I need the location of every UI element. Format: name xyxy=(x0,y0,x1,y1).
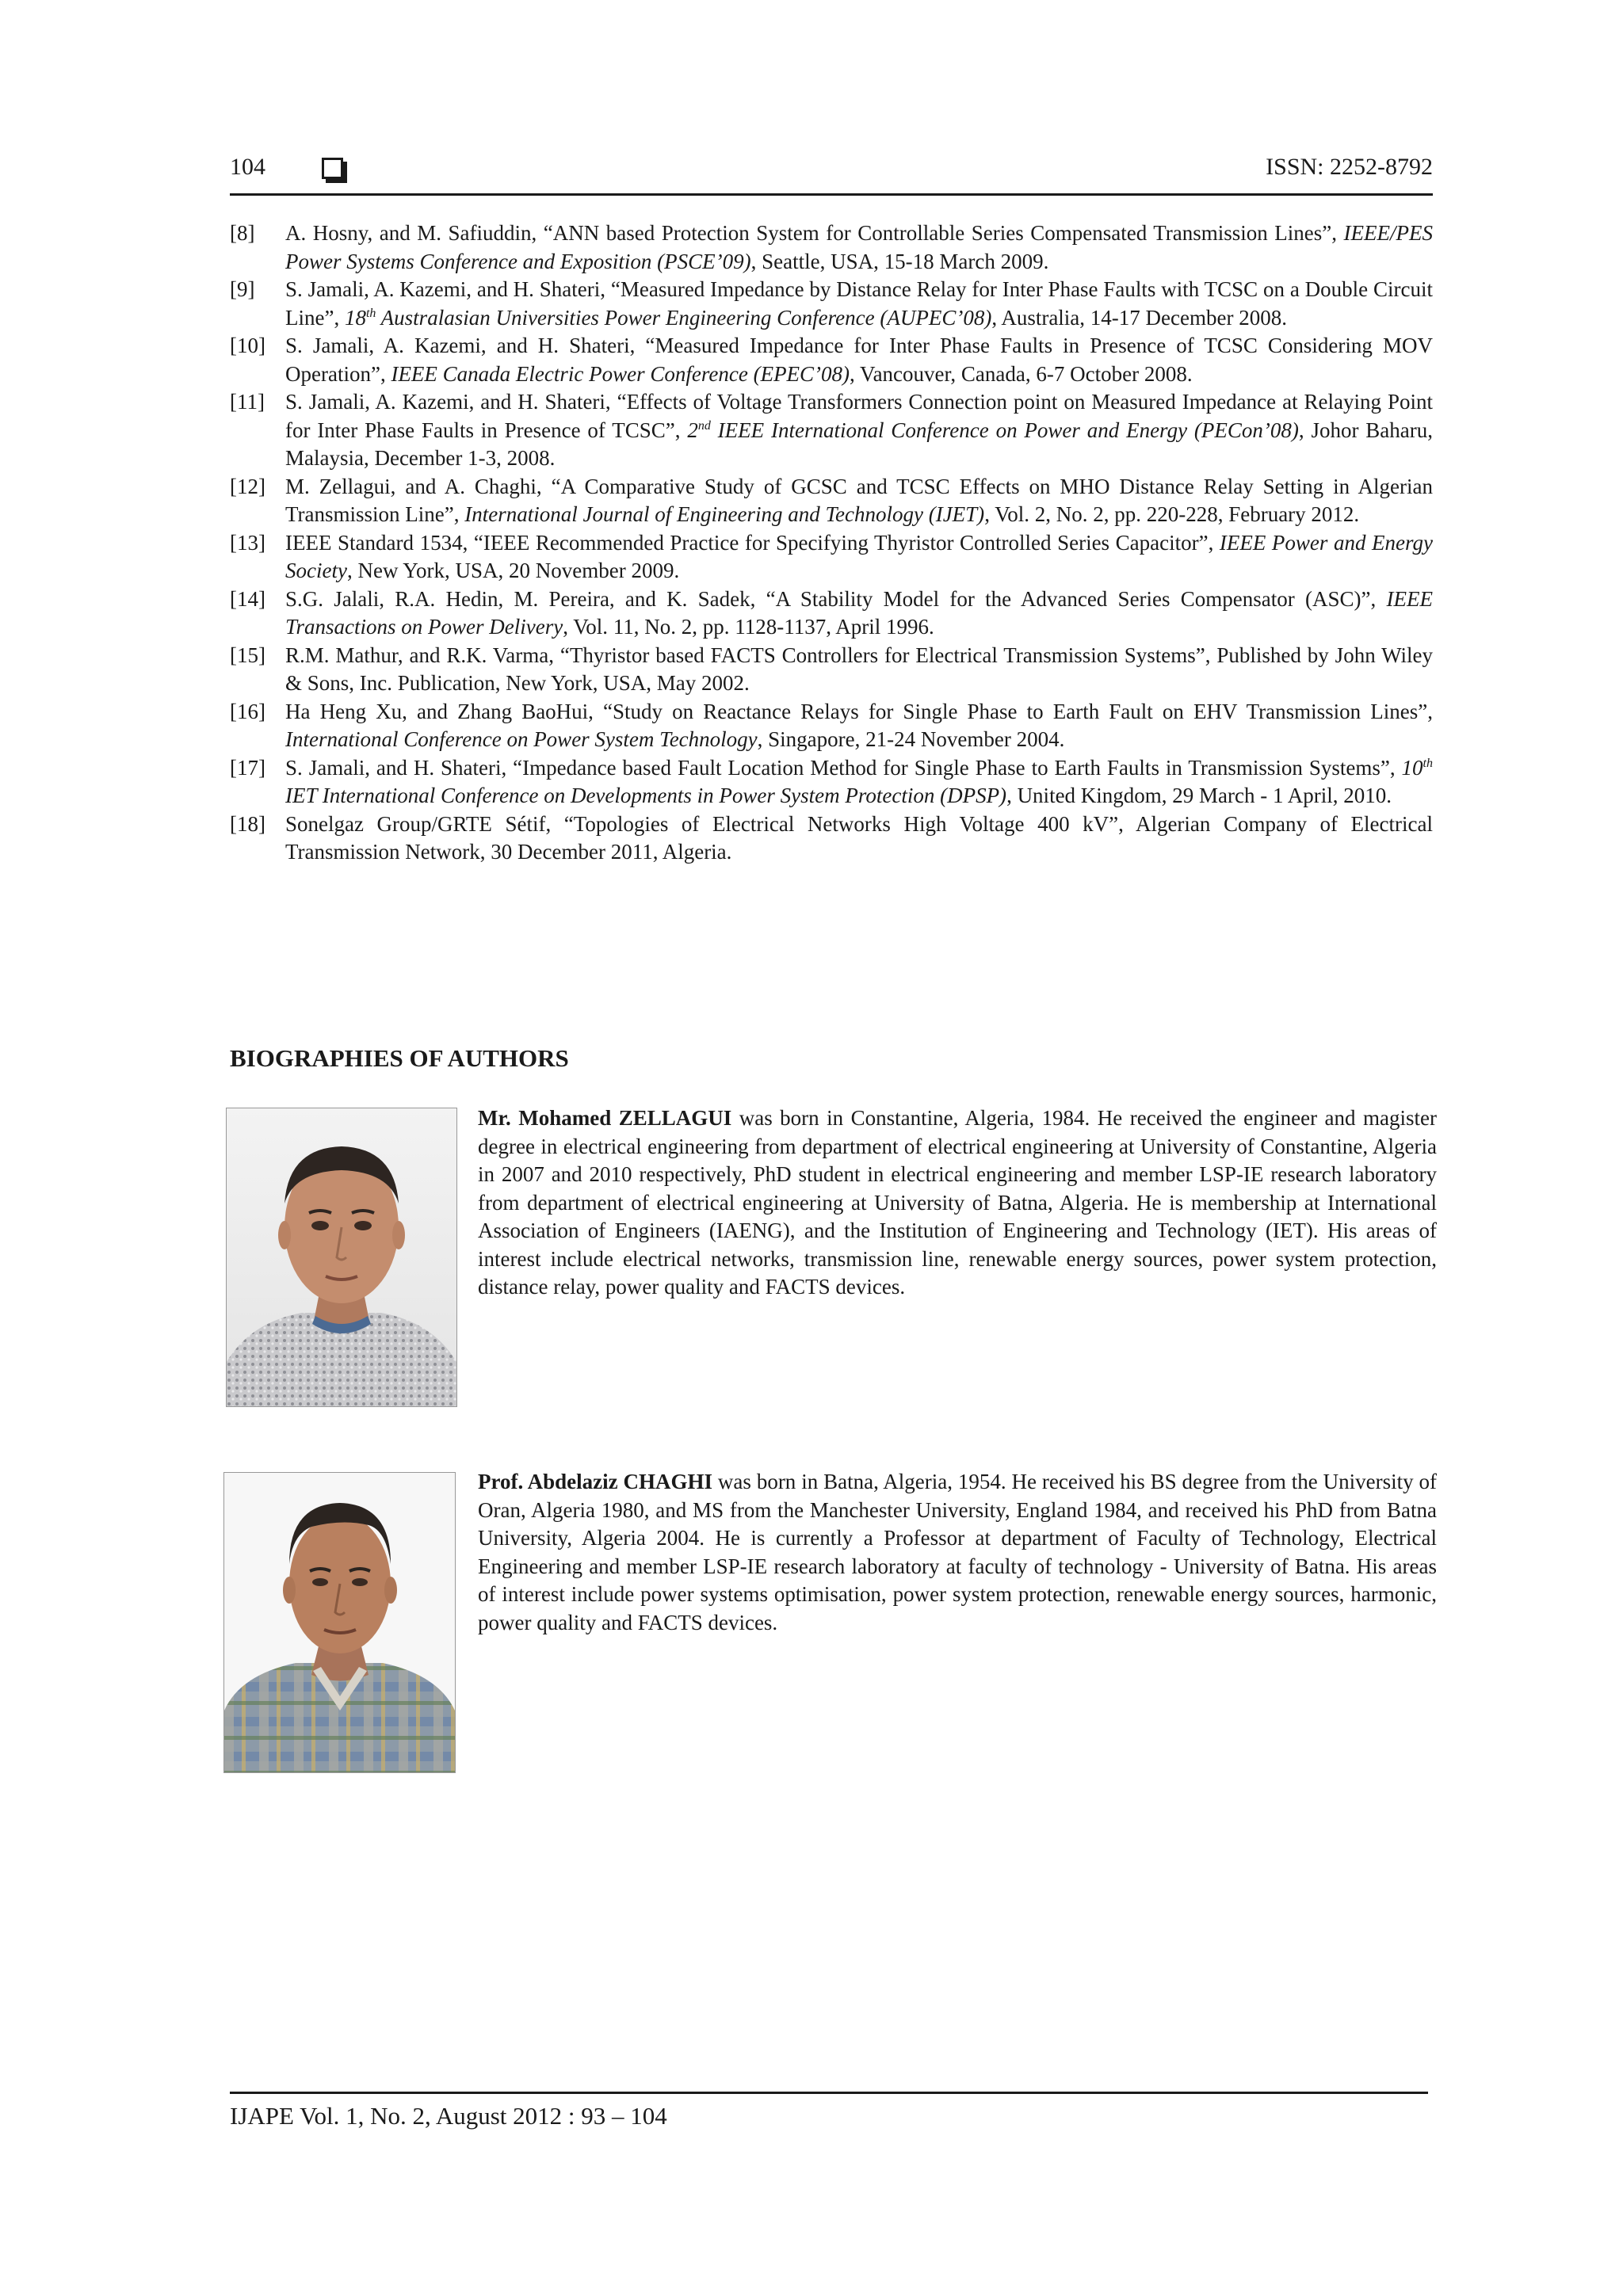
reference-venue: IEEE Power and Energy Society xyxy=(285,530,1433,582)
reference-segment: M. Zellagui, and A. Chaghi, “A Comparative Study of GCSC and TCSC Effects on MHO Distance Relay Setting in Algerian Transmission Line”, xyxy=(285,474,1433,526)
reference-item xyxy=(230,473,1433,529)
checkbox-bullet-icon xyxy=(322,158,343,179)
reference-text xyxy=(285,585,1433,642)
reference-number: [14] xyxy=(230,586,265,611)
reference-segment: A. Hosny, and M. Safiuddin, “ANN based Protection System for Controllable Series Compensated Transmission Lines”, xyxy=(285,221,1344,245)
reference-number: [13] xyxy=(230,530,265,555)
issn-label: ISSN: 2252-8792 xyxy=(1266,154,1433,180)
reference-segment: S.G. Jalali, R.A. Hedin, M. Pereira, and K. Sadek, “A Stability Model for the Advanced Series Compensator (ASC)”, xyxy=(285,586,1387,611)
ordinal-suffix: nd xyxy=(697,418,711,433)
reference-segment: S. Jamali, and H. Shateri, “Impedance based Fault Location Method for Single Phase to Earth Faults in Transmission Systems”, xyxy=(285,755,1402,780)
reference-segment: S. Jamali, A. Kazemi, and H. Shateri, “Effects of Voltage Transformers Connection point on Measured Impedance at Relaying Point for Inter Phase Faults in Presence of TCSC”, xyxy=(285,390,1433,442)
reference-number: [12] xyxy=(230,474,265,498)
reference-venue: IEEE Transactions on Power Delivery xyxy=(285,586,1433,639)
author-name: Mr. Mohamed ZELLAGUI xyxy=(478,1106,732,1130)
reference-venue: IET International Conference on Developments in Power System Protection (DPSP) xyxy=(285,784,1007,807)
reference-item xyxy=(230,219,1433,276)
reference-segment: S. Jamali, A. Kazemi, and H. Shateri, “Measured Impedance by Distance Relay for Inter Phase Faults with TCSC on a Double Circuit Line”, xyxy=(285,277,1433,330)
reference-venue: IEEE Canada Electric Power Conference (EPEC’08) xyxy=(391,361,850,386)
reference-item xyxy=(230,642,1433,698)
reference-venue: 2 xyxy=(687,418,698,442)
reference-venue: IEEE International Conference on Power and Energy (PECon’08) xyxy=(710,418,1299,442)
reference-venue: IEEE/PES Power Systems Conference and Exposition (PSCE’09) xyxy=(285,221,1433,273)
reference-segment: , Australia, 14-17 December 2008. xyxy=(991,305,1287,330)
reference-segment: IEEE Standard 1534, “IEEE Recommended Practice for Specifying Thyristor Controlled Series Capacitor”, xyxy=(285,530,1220,555)
reference-list xyxy=(230,219,1433,867)
reference-text xyxy=(285,754,1433,810)
author-photo-chaghi xyxy=(223,1472,456,1773)
reference-item xyxy=(230,529,1433,585)
reference-number: [10] xyxy=(230,334,265,357)
reference-item xyxy=(230,698,1433,754)
reference-number: [18] xyxy=(230,811,265,836)
biographies-heading: BIOGRAPHIES OF AUTHORS xyxy=(230,1044,569,1072)
author-bio-zellagui xyxy=(478,1104,1437,1302)
author-photo-zellagui xyxy=(226,1108,457,1407)
reference-venue: International Journal of Engineering and Technology (IJET) xyxy=(464,502,985,526)
author-bio-chaghi xyxy=(478,1468,1437,1637)
reference-segment: , Vol. 2, No. 2, pp. 220-228, February 2012. xyxy=(984,502,1360,526)
reference-text xyxy=(285,473,1433,529)
reference-segment: , Johor Baharu, Malaysia, December 1-3, 2008. xyxy=(285,418,1433,470)
reference-text xyxy=(285,529,1433,585)
page-number: 104 xyxy=(230,154,265,180)
reference-segment: R.M. Mathur, and R.K. Varma, “Thyristor based FACTS Controllers for Electrical Transmission Systems”, Published by John Wiley & Sons, Inc. Publication, New York, USA, May 2002. xyxy=(285,643,1433,695)
reference-segment: , United Kingdom, 29 March - 1 April, 2010. xyxy=(1006,784,1392,807)
reference-venue: International Conference on Power System Technology xyxy=(285,727,758,751)
author-bio-text: was born in Batna, Algeria, 1954. He received his BS degree from the University of Oran, Algeria 1980, and MS from the Manchester University, England 1984, and received his PhD from Batna University, Algeria 2004. He is currently a Professor at department of Faculty of Technology, Electrical Engineering and member LSP-IE research laboratory at faculty of technology - University of Batna. His areas of interest include power systems optimisation, power system protection, renewable energy sources, harmonic, power quality and FACTS devices. xyxy=(478,1470,1438,1634)
page-footer xyxy=(230,2092,1428,2130)
reference-text xyxy=(285,810,1433,867)
reference-text xyxy=(285,642,1433,698)
page-header xyxy=(230,154,1433,196)
reference-venue: 18 xyxy=(344,305,366,330)
reference-item xyxy=(230,388,1433,473)
reference-text xyxy=(285,332,1433,388)
reference-segment: Ha Heng Xu, and Zhang BaoHui, “Study on Reactance Relays for Single Phase to Earth Fault on EHV Transmission Lines”, xyxy=(285,699,1433,723)
reference-number: [17] xyxy=(230,755,265,780)
reference-item xyxy=(230,754,1433,810)
reference-segment: , New York, USA, 20 November 2009. xyxy=(346,559,680,582)
reference-number: [8] xyxy=(230,221,255,245)
reference-venue: 10 xyxy=(1401,755,1423,780)
reference-text xyxy=(285,388,1433,473)
reference-segment: , Vancouver, Canada, 6-7 October 2008. xyxy=(850,361,1193,386)
journal-citation: IJAPE Vol. 1, No. 2, August 2012 : 93 – 104 xyxy=(230,2102,667,2130)
reference-item xyxy=(230,332,1433,388)
reference-item xyxy=(230,585,1433,642)
reference-segment: Sonelgaz Group/GRTE Sétif, “Topologies of Electrical Networks High Voltage 400 kV”, Algerian Company of Electrical Transmission Network, 30 December 2011, Algeria. xyxy=(285,811,1433,864)
author-bio-text: was born in Constantine, Algeria, 1984. He received the engineer and magister degree in electrical engineering from department of electrical engineering at University of Constantine, Algeria in 2007 and 2010 respectively, PhD student in electrical engineering and member LSP-IE research laboratory from department of electrical engineering at University of Batna, Algeria. He is membership at International Association of Engineers (IAENG), and the Institution of Engineering and Technology (IET). His areas of interest include electrical networks, transmission line, renewable energy sources, power system protection, distance relay, power quality and FACTS devices. xyxy=(478,1106,1437,1299)
reference-text xyxy=(285,698,1433,754)
reference-segment: , Singapore, 21-24 November 2004. xyxy=(757,727,1065,751)
reference-number: [11] xyxy=(230,390,265,414)
reference-number: [16] xyxy=(230,699,265,723)
reference-number: [15] xyxy=(230,643,265,667)
reference-text xyxy=(285,219,1433,276)
ordinal-suffix: th xyxy=(1423,756,1433,770)
reference-number: [9] xyxy=(230,277,255,301)
reference-venue: Australasian Universities Power Engineering Conference (AUPEC’08) xyxy=(376,305,992,330)
reference-segment: , Vol. 11, No. 2, pp. 1128-1137, April 1996. xyxy=(563,615,934,639)
author-name: Prof. Abdelaziz CHAGHI xyxy=(478,1470,713,1493)
reference-item xyxy=(230,276,1433,332)
reference-text xyxy=(285,276,1433,332)
reference-item xyxy=(230,810,1433,867)
reference-segment: , Seattle, USA, 15-18 March 2009. xyxy=(750,249,1049,273)
ordinal-suffix: th xyxy=(365,306,376,320)
reference-segment: S. Jamali, A. Kazemi, and H. Shateri, “Measured Impedance for Inter Phase Faults in Presence of TCSC Considering MOV Operation”, xyxy=(285,334,1433,386)
